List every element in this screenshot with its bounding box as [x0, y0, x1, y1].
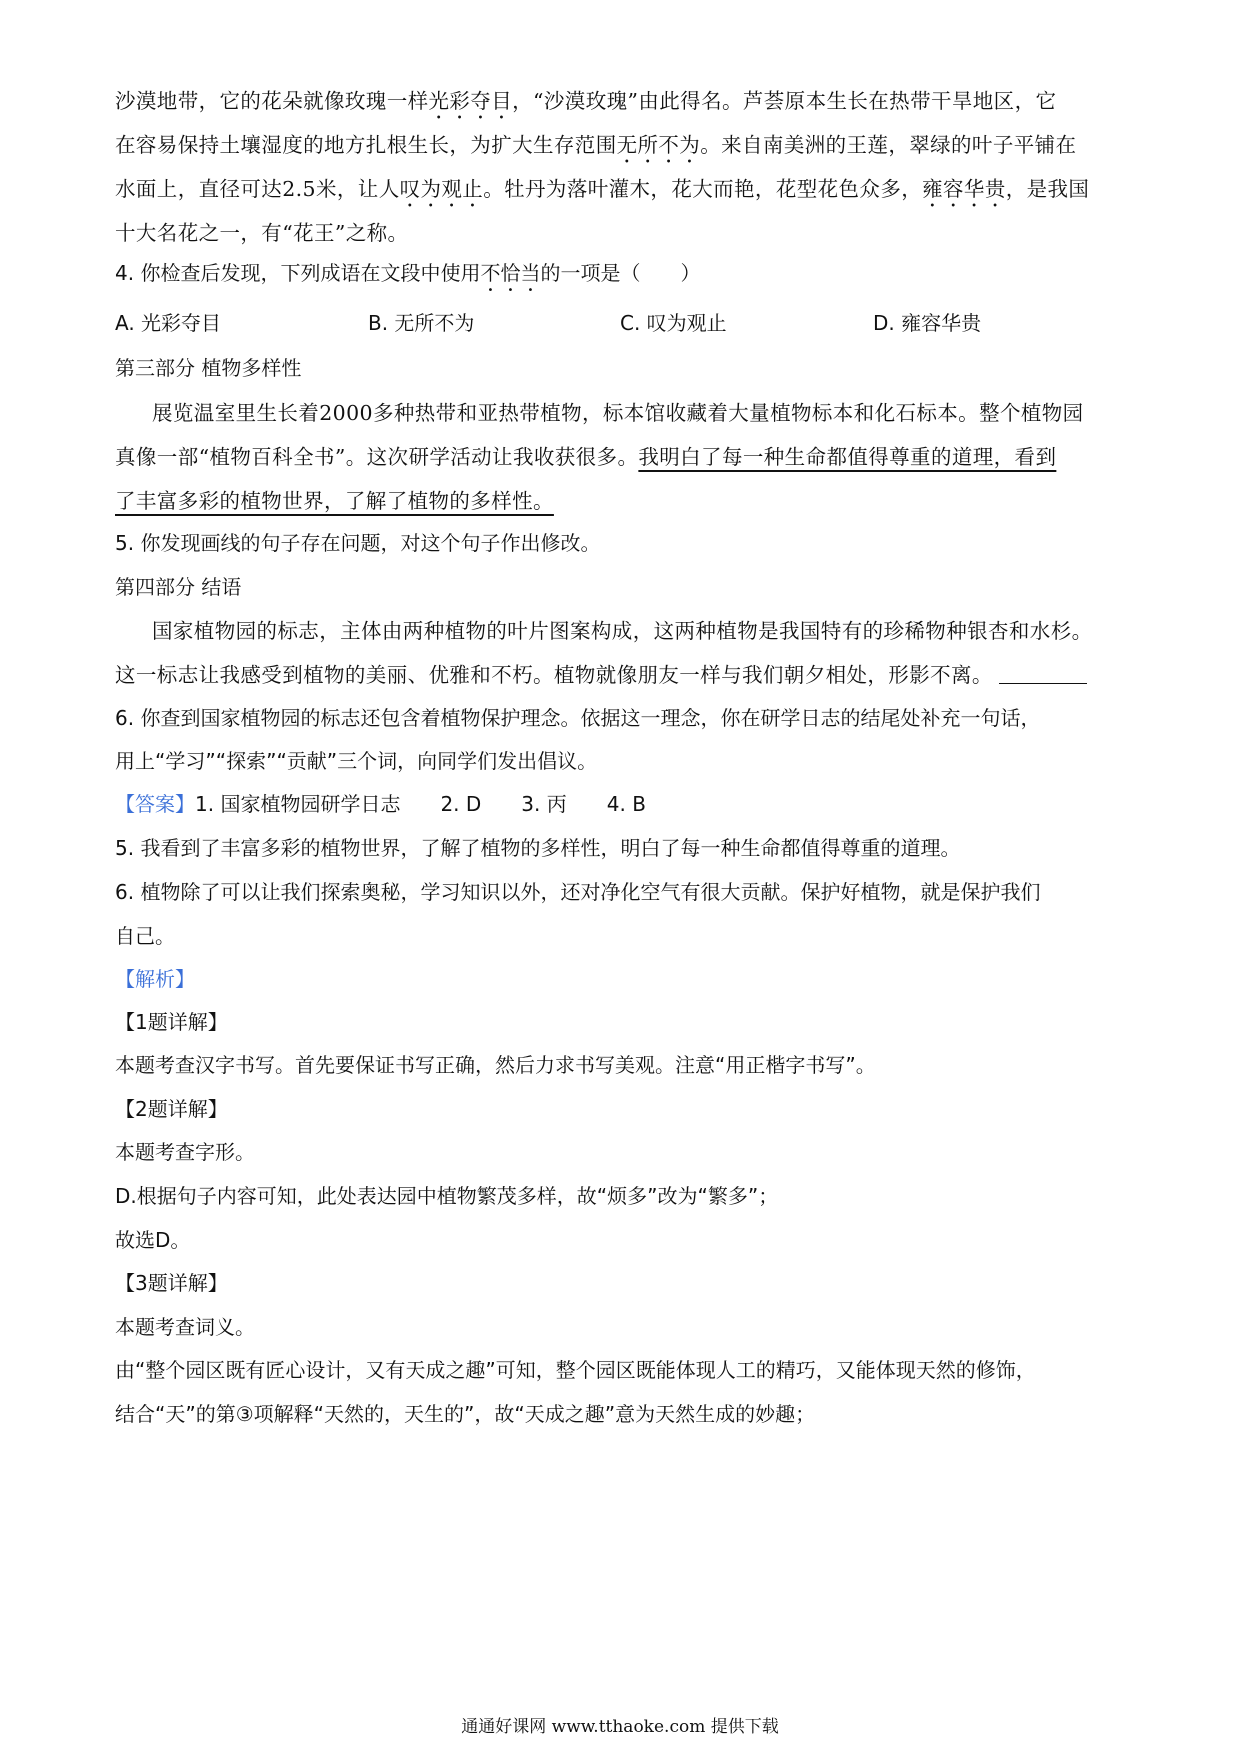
part2-line-3 — [115, 174, 1135, 212]
part3-heading: 第三部分 植物多样性 — [115, 356, 302, 380]
q3-detail-text-1: 本题考查词义。 — [115, 1315, 255, 1339]
text: ，“沙漠玫瑰”由此得名。芦荟原本生长在热带干旱地区，它 — [512, 89, 1057, 113]
question-5-stem: 5. 你发现画线的句子存在问题，对这个句子作出修改。 — [115, 531, 601, 555]
option-b[interactable]: B. 无所不为 — [368, 311, 475, 335]
analysis-label: 【解析】 — [115, 967, 195, 991]
part3-line-1: 展览温室里生长着2000多种热带和亚热带植物，标本馆收藏着大量植物标本和化石标本。整个植物园 — [152, 401, 1084, 425]
part2-line-1 — [115, 86, 1135, 124]
text: ，是我国 — [1005, 177, 1090, 201]
emphasis-bu-qiadang: 不恰当 — [480, 261, 541, 285]
answer-label: 【答案】 — [115, 792, 195, 816]
text: 水面上，直径可达2.5米，让人 — [115, 177, 400, 201]
text: 沙漠地带，它的花朵就像玫瑰一样 — [115, 89, 429, 113]
text: 4. 你检查后发现，下列成语在文段中使用 — [115, 261, 481, 285]
underlined-sentence: 我明白了每一种生命都值得尊重的道理，看到 — [638, 445, 1057, 469]
answer-5: 5. 我看到了丰富多彩的植物世界，了解了植物的多样性，明白了每一种生命都值得尊重的道理。 — [115, 836, 961, 860]
text: 。来自南美洲的王莲，翠绿的叶子平铺在 — [700, 133, 1077, 157]
page-footer: 通通好课网 www.tthaoke.com 提供下载 — [461, 1717, 779, 1737]
text: 。牡丹为落叶灌木，花大而艳，花型花色众多， — [483, 177, 923, 201]
q2-detail-text-3: 故选D。 — [115, 1228, 191, 1252]
part3-line-2 — [115, 442, 1135, 472]
part4-line-2 — [115, 660, 1135, 690]
text: 真像一部“植物百科全书”。这次研学活动让我收获很多。 — [115, 445, 639, 469]
q2-detail-heading: 【2题详解】 — [115, 1097, 228, 1121]
part4-line-1: 国家植物园的标志，主体由两种植物的叶片图案构成，这两种植物是我国特有的珍稀物种银杏和水杉。 — [152, 619, 1093, 643]
answer-4: 4. B — [606, 792, 646, 816]
q3-detail-text-2: 由“整个园区既有匠心设计，又有天成之趣”可知，整个园区既能体现人工的精巧，又能体现天然的修饰， — [115, 1358, 1036, 1382]
answer-1: 1. 国家植物园研学日志 — [195, 792, 401, 816]
question-6-line-1: 6. 你查到国家植物园的标志还包含着植物保护理念。依据这一理念，你在研学日志的结尾处补充一句话， — [115, 706, 1041, 730]
question-6-line-2: 用上“学习”“探索”“贡献”三个词，向同学们发出倡议。 — [115, 749, 598, 773]
option-d[interactable]: D. 雍容华贵 — [873, 311, 982, 335]
answer-blank[interactable] — [999, 683, 1087, 684]
idiom-tanweiguanzhi: 叹为观止 — [399, 177, 484, 201]
part2-line-4: 十大名花之一，有“花王”之称。 — [115, 221, 409, 245]
answer-6-line-1: 6. 植物除了可以让我们探索奥秘，学习知识以外，还对净化空气有很大贡献。保护好植物，就是保护我们 — [115, 880, 1041, 904]
part4-heading: 第四部分 结语 — [115, 575, 242, 599]
idiom-yongronghuagui: 雍容华贵 — [922, 177, 1006, 201]
idiom-wusuobuwei: 无所不为 — [616, 133, 701, 157]
underlined-sentence: 了丰富多彩的植物世界，了解了植物的多样性。 — [115, 489, 554, 513]
answer-2: 2. D — [440, 792, 482, 816]
answer-row — [115, 789, 1135, 819]
q3-detail-text-3: 结合“天”的第③项解释“天然的，天生的”，故“天成之趣”意为天然生成的妙趣； — [115, 1402, 816, 1426]
idiom-guangcaiduomu: 光彩夺目 — [428, 89, 513, 113]
text: 这一标志让我感受到植物的美丽、优雅和不朽。植物就像朋友一样与我们朝夕相处，形影不离。 — [115, 663, 993, 687]
text: 的一项是（ ） — [540, 261, 701, 285]
q2-detail-text-1: 本题考查字形。 — [115, 1140, 255, 1164]
q1-detail-text: 本题考查汉字书写。首先要保证书写正确，然后力求书写美观。注意“用正楷字书写”。 — [115, 1053, 876, 1077]
option-c[interactable]: C. 叹为观止 — [620, 311, 727, 335]
text: 在容易保持土壤湿度的地方扎根生长，为扩大生存范围 — [115, 133, 617, 157]
option-a[interactable]: A. 光彩夺目 — [115, 311, 222, 335]
q2-detail-text-2: D.根据句子内容可知，此处表达园中植物繁茂多样，故“烦多”改为“繁多”； — [115, 1184, 779, 1208]
question-4-stem — [115, 258, 1135, 296]
part2-line-2 — [115, 130, 1135, 168]
part3-line-3 — [115, 486, 1135, 516]
answer-6-line-2: 自己。 — [115, 924, 175, 948]
answer-3: 3. 丙 — [521, 792, 567, 816]
q1-detail-heading: 【1题详解】 — [115, 1010, 228, 1034]
q3-detail-heading: 【3题详解】 — [115, 1271, 228, 1295]
